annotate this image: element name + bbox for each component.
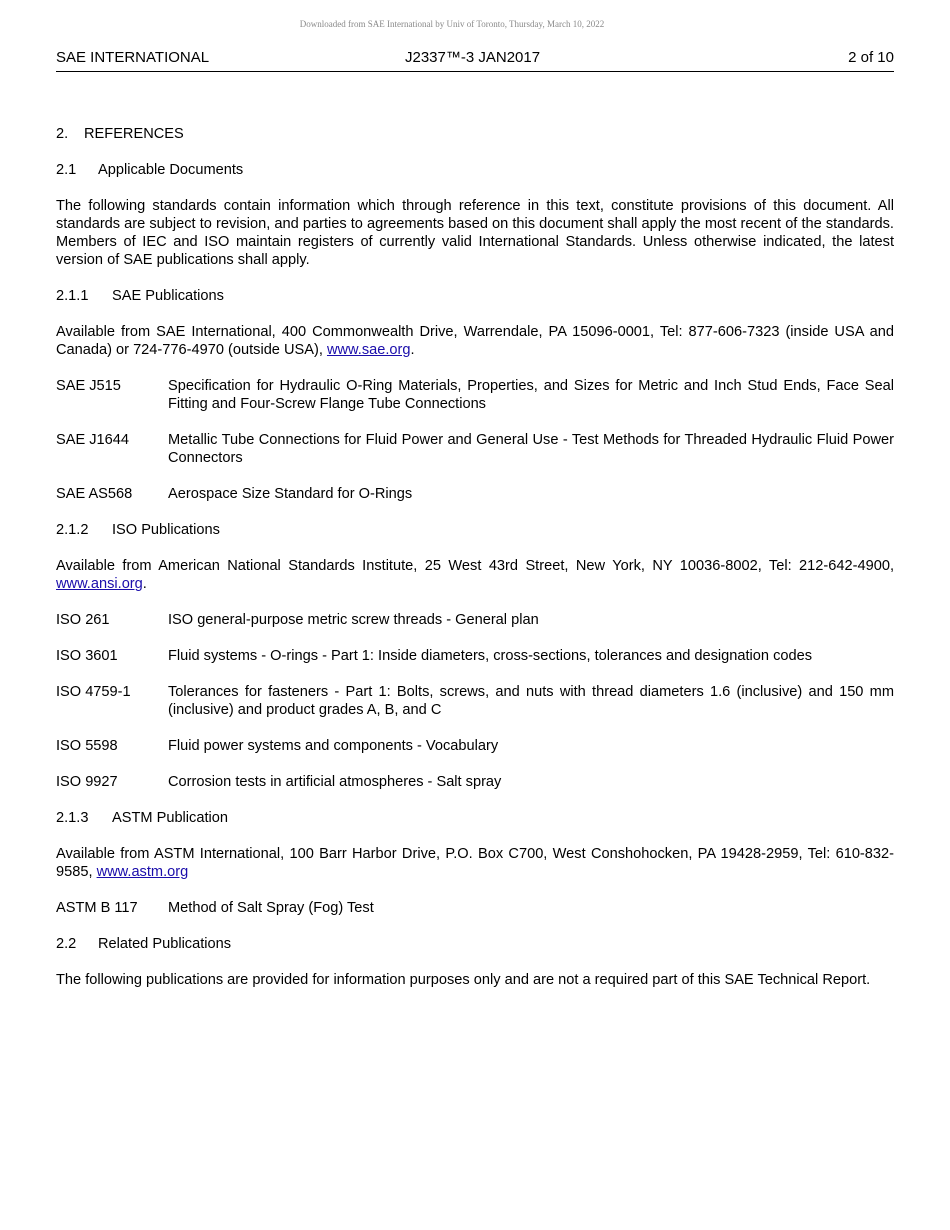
reference-title: Fluid power systems and components - Vocabulary — [168, 738, 499, 754]
reference-title: Specification for Hydraulic O-Ring Materials, Properties, and Sizes for Metric and Inch Stud Ends, Face Seal Fitting and Four-Screw Flange Tube Connections — [168, 378, 894, 412]
section-heading-references — [56, 125, 894, 143]
section-heading-iso-publications — [56, 521, 894, 539]
sae-availability-paragraph — [56, 323, 894, 359]
sae-website-link[interactable]: www.sae.org — [326, 342, 411, 358]
reference-item — [56, 773, 894, 791]
section-number: 2.1.1 — [56, 288, 89, 304]
section-number: 2.2 — [56, 936, 77, 952]
reference-item — [56, 647, 894, 665]
astm-availability-text: Available from ASTM International, 100 Barr Harbor Drive, P.O. Box C700, West Conshohocken, PA 19428-2959, Tel: 610-832-9585, — [56, 846, 894, 880]
iso-availability-paragraph — [56, 557, 894, 593]
section-title: REFERENCES — [84, 126, 184, 142]
reference-code: SAE J515 — [56, 378, 121, 394]
section-number: 2.1.2 — [56, 522, 89, 538]
reference-title: Corrosion tests in artificial atmospheres - Salt spray — [168, 774, 502, 790]
section-heading-astm-publication — [56, 809, 894, 827]
reference-title: Metallic Tube Connections for Fluid Power and General Use - Test Methods for Threaded Hydraulic Fluid Power Connectors — [168, 432, 894, 466]
reference-code: ISO 9927 — [56, 774, 118, 790]
section-number: 2. — [56, 126, 69, 142]
reference-code: ISO 3601 — [56, 648, 118, 664]
reference-item — [56, 377, 894, 413]
reference-title: Fluid systems - O-rings - Part 1: Inside diameters, cross-sections, tolerances and designation codes — [168, 648, 813, 664]
reference-code: ISO 4759-1 — [56, 684, 131, 700]
header-organization: SAE INTERNATIONAL — [56, 49, 210, 66]
reference-item — [56, 485, 894, 503]
reference-title: Method of Salt Spray (Fog) Test — [168, 900, 374, 916]
section-title: SAE Publications — [112, 288, 224, 304]
header-document-id: J2337™-3 JAN2017 — [405, 49, 541, 66]
section-title: Related Publications — [98, 936, 232, 952]
reference-title: ISO general-purpose metric screw threads - General plan — [168, 612, 539, 628]
astm-website-link[interactable]: www.astm.org — [96, 864, 189, 880]
reference-title: Aerospace Size Standard for O-Rings — [168, 486, 413, 502]
reference-item — [56, 899, 894, 917]
reference-item — [56, 737, 894, 755]
document-body — [56, 125, 894, 1007]
reference-item — [56, 611, 894, 629]
iso-availability-text: Available from American National Standards Institute, 25 West 43rd Street, New York, NY 10036-8002, Tel: 212-642-4900, — [56, 558, 894, 574]
reference-title: Tolerances for fasteners - Part 1: Bolts, screws, and nuts with thread diameters 1.6 (inclusive) and 150 mm (inclusive) and product grades A, B, and C — [168, 684, 894, 718]
section-heading-applicable-documents — [56, 161, 894, 179]
reference-code: ASTM B 117 — [56, 900, 138, 916]
ansi-website-link[interactable]: www.ansi.org — [56, 576, 143, 592]
reference-item — [56, 431, 894, 467]
header-page-number: 2 of 10 — [848, 49, 894, 66]
ansi-link-punctuation: . — [142, 576, 147, 592]
download-watermark: Downloaded from SAE International by Univ of Toronto, Thursday, March 10, 2022 — [299, 19, 605, 29]
section-title: Applicable Documents — [98, 162, 244, 178]
section-title: ISO Publications — [112, 522, 220, 538]
section-title: ASTM Publication — [112, 810, 228, 826]
reference-item — [56, 683, 894, 719]
section-number: 2.1.3 — [56, 810, 89, 826]
astm-availability-paragraph — [56, 845, 894, 881]
applicable-documents-paragraph: The following standards contain information which through reference in this text, constitute provisions of this document. All standards are subject to revision, and parties to agreements based on this document shall apply the most recent of the standards. Members of IEC and ISO maintain registers of currently valid International Standards. Unless otherwise indicated, the latest version of SAE publications shall apply. — [56, 198, 894, 268]
reference-code: SAE AS568 — [56, 486, 133, 502]
reference-code: ISO 5598 — [56, 738, 118, 754]
section-number: 2.1 — [56, 162, 77, 178]
reference-code: SAE J1644 — [56, 432, 130, 448]
related-publications-paragraph: The following publications are provided for information purposes only and are not a required part of this SAE Technical Report. — [56, 972, 871, 988]
sae-link-punctuation: . — [410, 342, 415, 358]
sae-availability-text: Available from SAE International, 400 Commonwealth Drive, Warrendale, PA 15096-0001, Tel: 877-606-7323 (inside USA and Canada) or 724-776-4970 (outside USA), — [56, 324, 894, 358]
section-heading-related-publications — [56, 935, 894, 953]
section-heading-sae-publications — [56, 287, 894, 305]
reference-code: ISO 261 — [56, 612, 110, 628]
page-header — [56, 49, 894, 72]
